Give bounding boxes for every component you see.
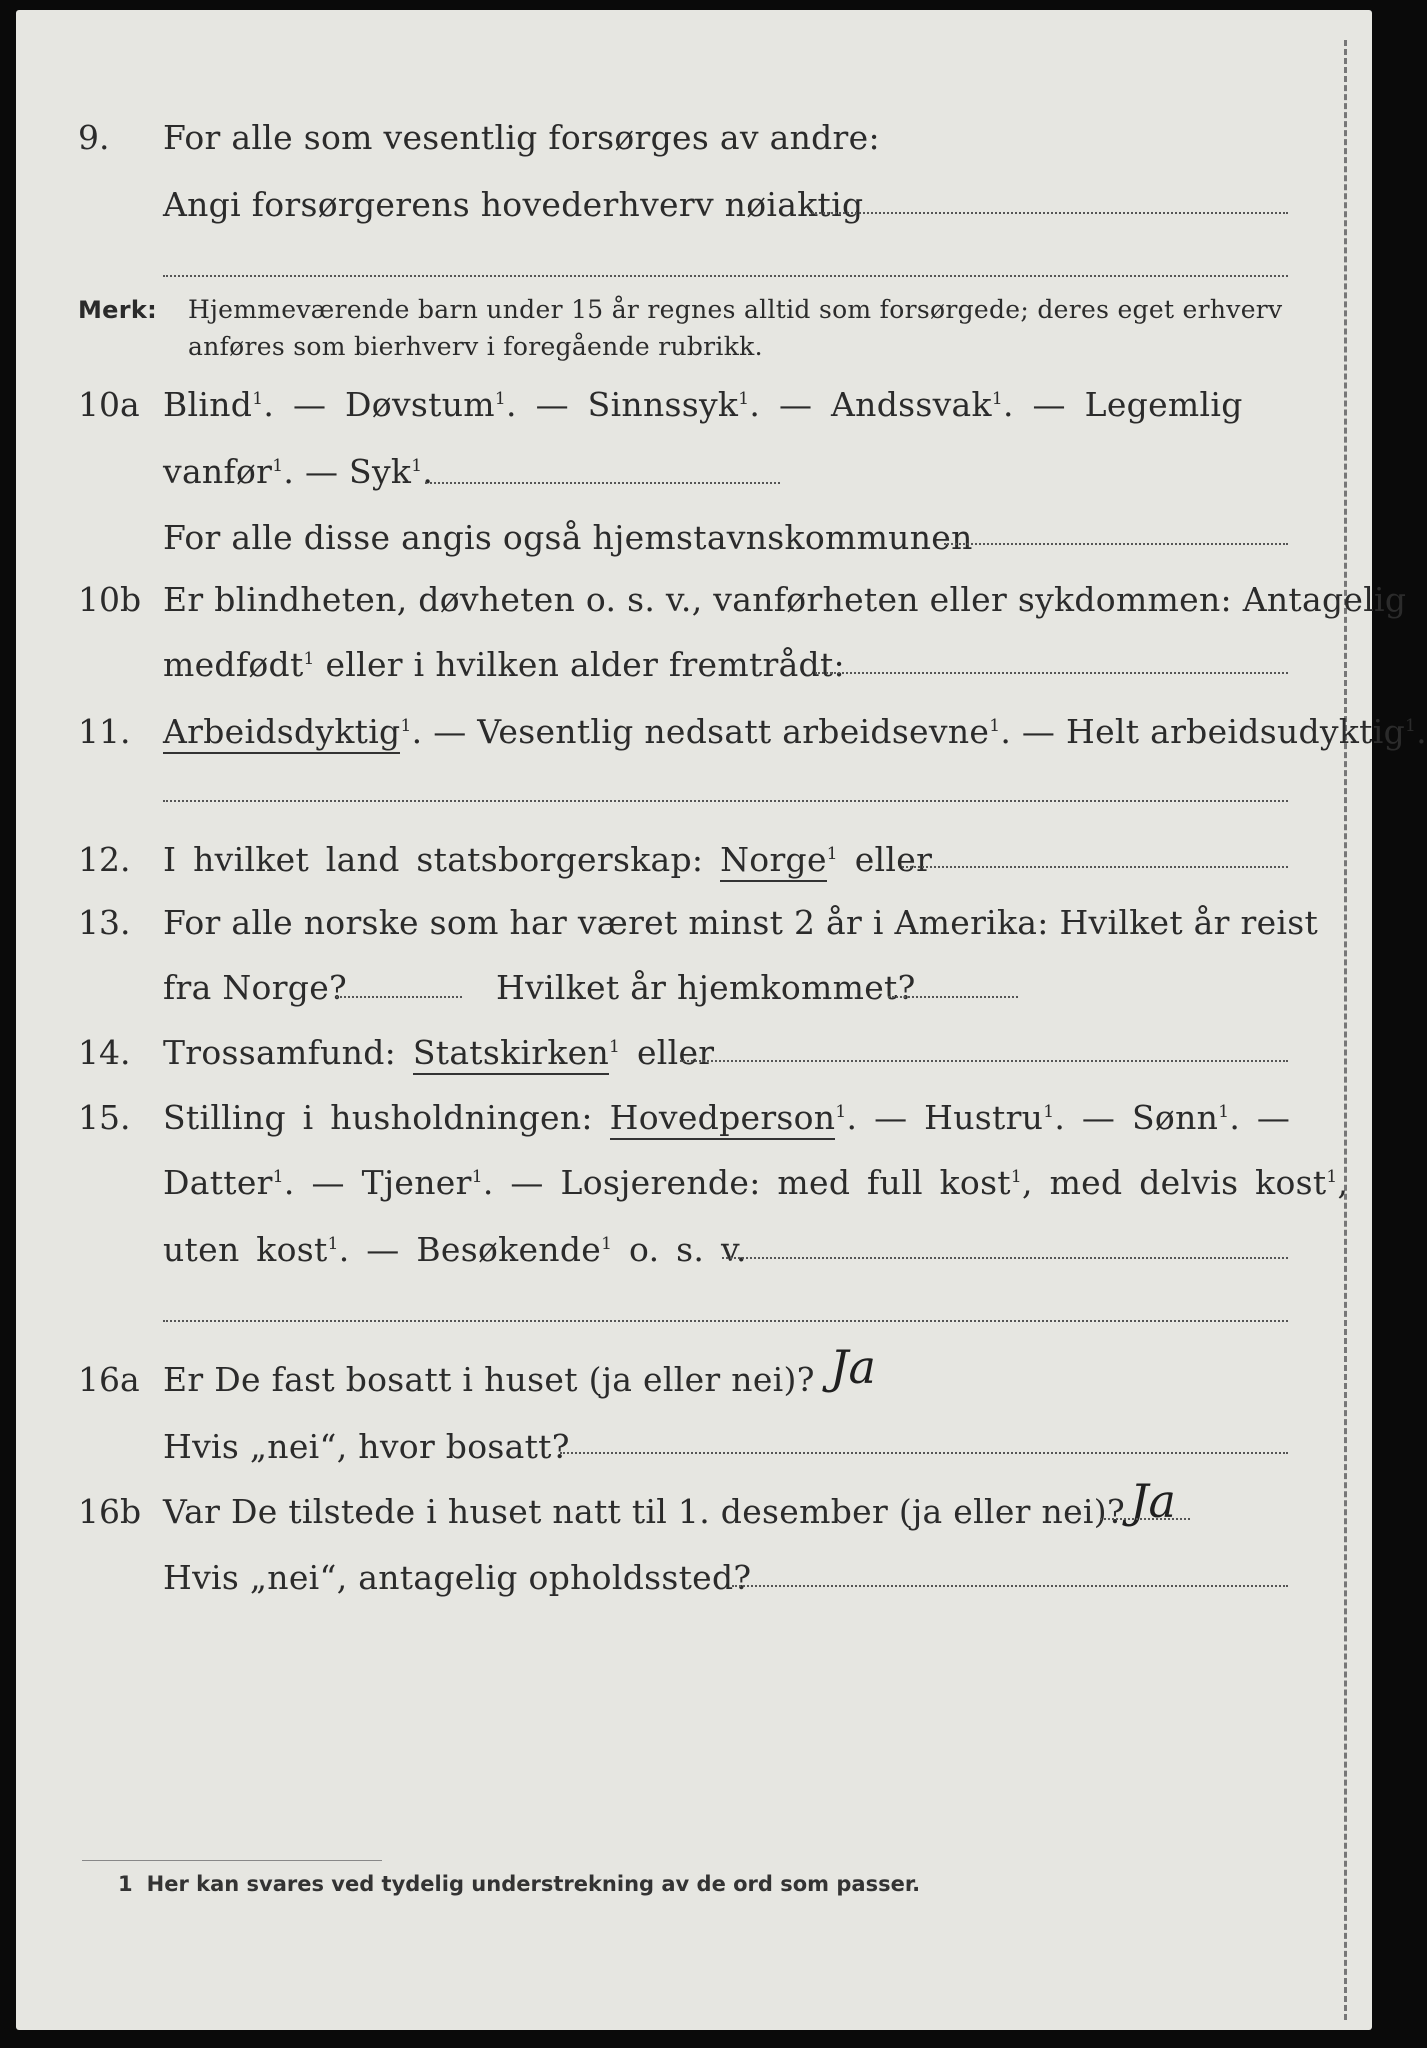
merk-label: Merk: — [78, 296, 158, 324]
q10a-answer-line[interactable] — [425, 482, 780, 484]
q10b-line2: medfødt$^1$ eller i hvilken alder fremtrådt: — [163, 645, 845, 684]
q11-line: Arbeidsdyktig$^1$. — Vesentlig nedsatt arbeidsevne$^1$. — Helt arbeidsudyktig$^1$. — [163, 712, 1427, 751]
q15-answer-line[interactable] — [722, 1257, 1288, 1259]
q14-line: Trossamfund: Statskirken$^1$ eller — [163, 1033, 714, 1072]
q9-number: 9. — [78, 118, 110, 157]
q12-line: I hvilket land statsborgerskap: Norge$^1$ eller — [163, 840, 932, 879]
q14-answer-line[interactable] — [680, 1060, 1288, 1062]
q13-number: 13. — [78, 903, 131, 942]
q13-line1: For alle norske som har været minst 2 år i Amerika: Hvilket år reist — [163, 903, 1319, 942]
option-hovedperson[interactable]: Hovedperson — [610, 1098, 836, 1140]
option-sinnssyk[interactable]: Sinnssyk — [587, 385, 739, 424]
q9-line1: For alle som vesentlig forsørges av andre: — [163, 118, 880, 157]
option-full-kost[interactable]: med full kost — [777, 1163, 1011, 1202]
footnote-text: Her kan svares ved tydelig understrekning av de ord som passer. — [146, 1872, 921, 1896]
q15-line1: Stilling i husholdningen: Hovedperson$^1$. — Hustru$^1$. — Sønn$^1$. — — [163, 1098, 1290, 1137]
q16b-answer-line[interactable] — [1100, 1518, 1190, 1520]
q10b-line1: Er blindheten, døvheten o. s. v., vanførheten eller sykdommen: Antagelig — [163, 580, 1407, 619]
merk-line2: anføres som bierhverv i foregående rubrikk. — [188, 332, 763, 361]
q16a-handwritten-answer[interactable]: Ja — [830, 1340, 876, 1394]
q12-eller: eller — [854, 840, 933, 879]
q10a-line2: vanfør$^1$. — Syk$^1$. — [163, 452, 434, 491]
q15-number: 15. — [78, 1098, 131, 1137]
option-hustru[interactable]: Hustru — [924, 1098, 1044, 1137]
q10b-answer-line[interactable] — [815, 672, 1288, 674]
option-statskirken[interactable]: Statskirken — [413, 1033, 609, 1075]
q12-number: 12. — [78, 840, 131, 879]
merk-line1: Hjemmeværende barn under 15 år regnes alltid som forsørgede; deres eget erhverv — [188, 295, 1283, 324]
q13-fra-answer-line[interactable] — [336, 996, 462, 998]
option-syk[interactable]: Syk — [349, 452, 412, 491]
option-udyktig[interactable]: Helt arbeidsudyktig — [1066, 712, 1406, 751]
footnote-rule — [82, 1860, 382, 1861]
option-tjener[interactable]: Tjener — [361, 1163, 472, 1202]
option-datter[interactable]: Datter — [163, 1163, 273, 1202]
option-legemlig[interactable]: Legemlig — [1084, 385, 1243, 424]
option-delvis-kost[interactable]: med delvis kost — [1049, 1163, 1327, 1202]
option-dovstum[interactable]: Døvstum — [345, 385, 495, 424]
option-medfodt[interactable]: medfødt — [163, 645, 304, 684]
q11-answer-line[interactable] — [163, 800, 1288, 802]
opholdssted-answer-line[interactable] — [732, 1585, 1288, 1587]
q10b-number: 10b — [78, 580, 142, 619]
q15-osv: o. s. v. — [629, 1230, 747, 1269]
q14-number: 14. — [78, 1033, 131, 1072]
q16a-line2: Hvis „nei“, hvor bosatt? — [163, 1427, 570, 1466]
footnote-mark: 1 — [118, 1872, 133, 1896]
q15-answer-line-2[interactable] — [163, 1320, 1288, 1322]
q16b-number: 16b — [78, 1492, 142, 1531]
footnote — [118, 1872, 920, 1896]
q14-text: Trossamfund: — [163, 1033, 397, 1072]
q11-number: 11. — [78, 712, 131, 751]
q12-text: I hvilket land statsborgerskap: — [163, 840, 704, 879]
q9-answer-line-2[interactable] — [163, 275, 1288, 277]
q16a-number: 16a — [78, 1360, 140, 1399]
q13-fra: fra Norge? — [163, 968, 348, 1007]
q16b-line1: Var De tilstede i huset natt til 1. desember (ja eller nei)? — [163, 1492, 1125, 1531]
option-sonn[interactable]: Sønn — [1132, 1098, 1219, 1137]
q16b-handwritten-answer[interactable]: Ja — [1130, 1474, 1176, 1528]
option-andssvak[interactable]: Andssvak — [831, 385, 992, 424]
q10b-line2-rest: eller i hvilken alder fremtrådt: — [325, 645, 845, 684]
q9-line2: Angi forsørgerens hovederhverv nøiaktig — [163, 185, 864, 224]
option-blind[interactable]: Blind — [163, 385, 253, 424]
option-uten-kost[interactable]: uten kost — [163, 1230, 328, 1269]
q15-line3: uten kost$^1$. — Besøkende$^1$ o. s. v. — [163, 1230, 747, 1269]
q15-losjerende: Losjerende: — [560, 1163, 761, 1202]
q14-eller: eller — [636, 1033, 715, 1072]
q9-answer-line[interactable] — [812, 212, 1288, 214]
option-besokende[interactable]: Besøkende — [416, 1230, 602, 1269]
q16a-line1: Er De fast bosatt i huset (ja eller nei)? — [163, 1360, 815, 1399]
option-arbeidsdyktig[interactable]: Arbeidsdyktig — [163, 712, 400, 754]
option-vanfor[interactable]: vanfør — [163, 452, 273, 491]
q10a-line3: For alle disse angis også hjemstavnskommunen — [163, 518, 973, 557]
option-nedsatt[interactable]: Vesentlig nedsatt arbeidsevne — [477, 712, 990, 751]
hjemstavn-answer-line[interactable] — [944, 543, 1288, 545]
perforation-edge — [1344, 40, 1350, 2020]
q13-hjem: Hvilket år hjemkommet? — [496, 968, 916, 1007]
q13-hjem-answer-line[interactable] — [888, 996, 1018, 998]
q16a-answer-line[interactable] — [560, 1452, 1288, 1454]
option-norge[interactable]: Norge — [720, 840, 827, 882]
q10a-line1: Blind$^1$. — Døvstum$^1$. — Sinnssyk$^1$. — Andssvak$^1$. — Legemlig — [163, 385, 1243, 424]
q15-line2: Datter$^1$. — Tjener$^1$. — Losjerende: med full kost$^1$, med delvis kost$^1$, — [163, 1163, 1349, 1202]
q16b-line2: Hvis „nei“, antagelig opholdssted? — [163, 1558, 752, 1597]
q15-text: Stilling i husholdningen: — [163, 1098, 593, 1137]
q10a-number: 10a — [78, 385, 140, 424]
q12-answer-line[interactable] — [902, 866, 1288, 868]
